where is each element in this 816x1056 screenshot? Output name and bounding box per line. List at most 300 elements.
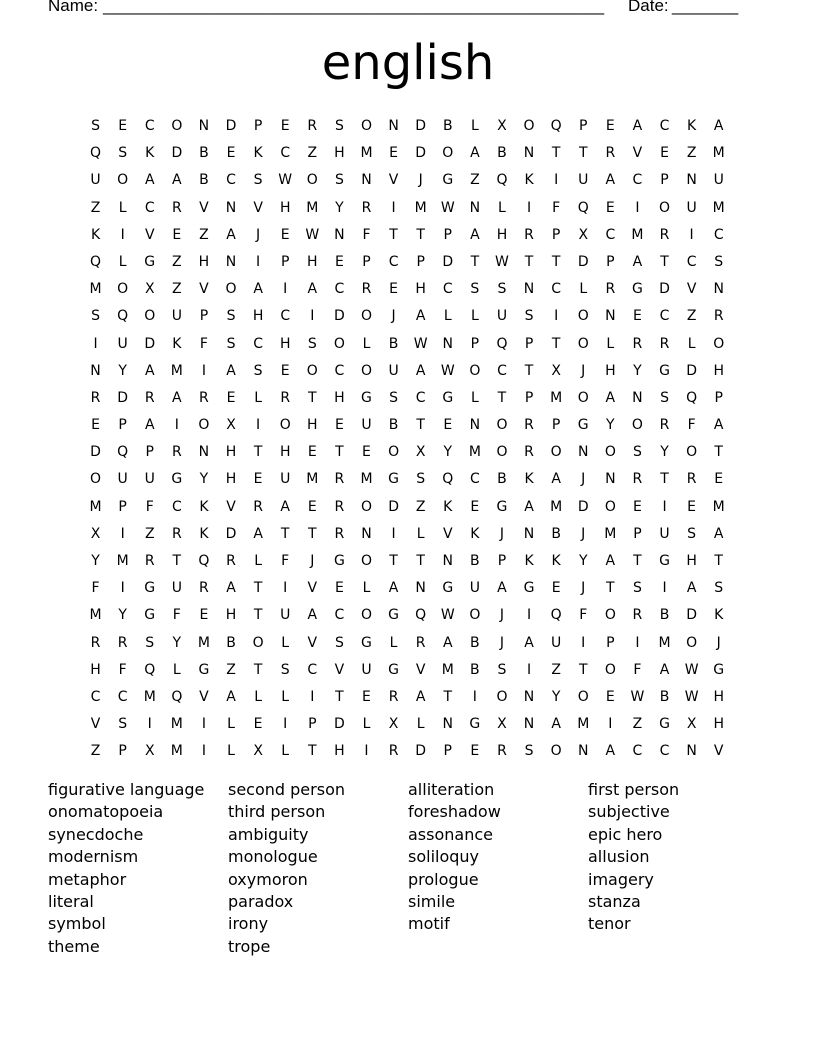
word-bank-item: alliteration: [408, 780, 495, 799]
grid-letter: A: [713, 525, 724, 542]
grid-letter: V: [226, 498, 236, 515]
grid-letter: E: [660, 145, 669, 162]
word-bank-item: first person: [588, 780, 680, 799]
grid-letter: U: [280, 471, 291, 488]
grid-letter: J: [581, 580, 586, 597]
grid-letter: W: [684, 688, 699, 705]
grid-letter: C: [280, 308, 291, 325]
grid-letter: M: [631, 226, 644, 243]
grid-letter: L: [470, 389, 479, 406]
grid-letter: R: [90, 634, 101, 651]
grid-letter: L: [687, 335, 696, 352]
grid-letter: A: [632, 118, 643, 134]
grid-letter: D: [388, 498, 399, 515]
grid-letter: T: [524, 253, 534, 270]
grid-letter: G: [496, 498, 508, 515]
grid-letter: O: [631, 417, 643, 434]
grid-letter: E: [470, 498, 480, 515]
grid-letter: D: [577, 253, 589, 270]
grid-letter: S: [524, 308, 534, 325]
grid-letter: V: [334, 661, 345, 678]
grid-letter: W: [440, 362, 455, 379]
grid-letter: T: [253, 607, 263, 624]
grid-letter: X: [90, 525, 101, 542]
grid-letter: P: [118, 498, 127, 515]
grid-letter: T: [443, 688, 453, 705]
grid-letter: N: [686, 743, 697, 760]
grid-letter: I: [283, 281, 288, 298]
grid-letter: R: [334, 525, 345, 542]
grid-letter: R: [659, 335, 670, 352]
grid-letter: J: [499, 525, 505, 542]
grid-letter: A: [280, 498, 290, 515]
grid-letter: M: [468, 444, 481, 461]
grid-letter: R: [497, 743, 507, 760]
grid-letter: X: [578, 226, 589, 243]
grid-letter: C: [307, 661, 318, 678]
word-bank-item: symbol: [48, 914, 106, 934]
grid-letter: L: [498, 199, 506, 216]
grid-letter: G: [144, 607, 156, 624]
grid-letter: R: [524, 417, 534, 434]
grid-letter: G: [659, 362, 670, 379]
grid-letter: Q: [90, 253, 102, 270]
grid-letter: A: [551, 716, 561, 733]
grid-letter: M: [143, 688, 156, 705]
grid-letter: I: [256, 253, 261, 270]
grid-letter: O: [333, 335, 345, 352]
grid-letter: N: [523, 281, 535, 298]
grid-letter: Z: [90, 743, 101, 760]
grid-letter: O: [604, 498, 616, 515]
grid-letter: I: [120, 226, 125, 243]
grid-letter: U: [171, 308, 182, 325]
grid-letter: L: [254, 688, 263, 705]
grid-letter: C: [442, 281, 453, 298]
grid-letter: S: [226, 335, 236, 352]
grid-letter: E: [91, 417, 100, 434]
grid-letter: X: [388, 716, 399, 733]
grid-letter: H: [225, 471, 237, 488]
grid-letter: I: [256, 417, 261, 434]
header-line: [0, 0, 816, 20]
grid-letter: G: [388, 607, 399, 624]
grid-letter: I: [635, 199, 640, 216]
grid-letter: W: [305, 226, 320, 243]
grid-letter: D: [686, 607, 697, 624]
grid-letter: O: [171, 118, 183, 134]
grid-letter: P: [524, 335, 534, 352]
grid-letter: R: [144, 389, 155, 406]
grid-letter: U: [713, 172, 724, 189]
grid-letter: L: [281, 743, 290, 760]
grid-letter: O: [713, 335, 725, 352]
grid-letter: N: [361, 172, 372, 189]
grid-letter: M: [170, 743, 183, 760]
grid-letter: N: [523, 688, 535, 705]
grid-letter: T: [551, 335, 561, 352]
grid-letter: K: [172, 335, 182, 352]
grid-letter: P: [253, 118, 263, 134]
grid-letter: N: [523, 145, 535, 162]
grid-letter: M: [441, 661, 454, 678]
grid-letter: A: [605, 389, 616, 406]
name-label: Name:: [48, 0, 99, 15]
grid-letter: R: [199, 389, 209, 406]
grid-letter: V: [199, 688, 209, 705]
grid-letter: K: [524, 172, 534, 189]
grid-letter: S: [687, 525, 697, 542]
grid-letter: O: [523, 118, 535, 134]
grid-letter: G: [469, 716, 481, 733]
grid-letter: O: [577, 308, 589, 325]
grid-letter: E: [389, 281, 398, 298]
grid-letter: T: [253, 444, 263, 461]
grid-letter: Q: [496, 335, 508, 352]
grid-letter: O: [577, 389, 589, 406]
grid-letter: S: [632, 580, 642, 597]
grid-letter: O: [442, 145, 454, 162]
grid-letter: H: [307, 417, 318, 434]
grid-letter: E: [362, 688, 371, 705]
grid-letter: O: [117, 281, 129, 298]
grid-letter: N: [632, 389, 643, 406]
word-bank-item: stanza: [588, 892, 641, 912]
word-bank-item: onomatopoeia: [48, 802, 164, 822]
grid-letter: K: [145, 145, 155, 162]
grid-letter: Q: [117, 444, 129, 461]
grid-letter: B: [199, 172, 209, 189]
grid-letter: T: [416, 553, 425, 569]
name-field[interactable]: _____________________________________________________: [103, 0, 605, 15]
grid-letter: R: [117, 634, 128, 651]
grid-letter: X: [253, 743, 263, 760]
grid-letter: W: [413, 335, 428, 352]
grid-letter: P: [308, 716, 317, 733]
grid-letter: H: [605, 362, 616, 379]
grid-letter: R: [226, 553, 236, 569]
grid-letter: I: [472, 688, 477, 705]
grid-letter: I: [554, 308, 559, 325]
grid-letter: J: [581, 362, 586, 379]
grid-letter: O: [604, 661, 616, 678]
grid-letter: U: [117, 471, 128, 488]
grid-letter: A: [253, 525, 263, 542]
grid-letter: N: [388, 118, 399, 134]
grid-letter: H: [252, 308, 264, 325]
grid-letter: M: [550, 498, 563, 515]
grid-letter: H: [198, 253, 210, 270]
grid-letter: G: [388, 661, 399, 678]
word-bank-item: soliloquy: [408, 847, 480, 867]
grid-letter: R: [659, 417, 670, 434]
grid-letter: Z: [686, 308, 697, 325]
grid-letter: J: [256, 226, 261, 243]
grid-letter: B: [659, 607, 670, 624]
word-bank-item: modernism: [48, 847, 139, 867]
grid-letter: E: [551, 580, 561, 597]
grid-letter: M: [170, 716, 183, 733]
grid-letter: D: [415, 118, 427, 134]
grid-letter: B: [388, 335, 399, 352]
grid-letter: C: [144, 199, 155, 216]
grid-letter: H: [90, 661, 101, 678]
grid-letter: Z: [199, 226, 209, 243]
grid-letter: A: [470, 226, 480, 243]
grid-letter: A: [226, 580, 236, 597]
grid-letter: M: [712, 145, 725, 162]
grid-letter: C: [171, 498, 182, 515]
word-bank-item: prologue: [408, 869, 479, 889]
grid-letter: I: [526, 661, 532, 678]
grid-letter: G: [442, 172, 454, 189]
grid-letter: Z: [226, 661, 236, 678]
grid-letter: E: [307, 498, 317, 515]
grid-letter: L: [416, 716, 425, 733]
grid-letter: O: [550, 444, 562, 461]
grid-letter: T: [470, 253, 480, 270]
word-bank-item: figurative language: [48, 780, 205, 799]
grid-letter: P: [497, 553, 507, 569]
grid-letter: P: [551, 417, 561, 434]
word-bank-item: metaphor: [48, 869, 127, 889]
grid-letter: L: [254, 389, 263, 406]
grid-letter: P: [579, 118, 588, 134]
grid-letter: C: [253, 335, 263, 352]
grid-letter: R: [253, 498, 263, 515]
grid-letter: Q: [550, 118, 562, 134]
grid-letter: A: [524, 634, 534, 651]
grid-letter: N: [334, 226, 345, 243]
grid-letter: A: [226, 688, 236, 705]
grid-letter: E: [605, 199, 615, 216]
grid-letter: O: [306, 172, 318, 189]
grid-letter: B: [470, 553, 480, 569]
grid-letter: O: [388, 444, 400, 461]
grid-letter: M: [306, 199, 319, 216]
grid-letter: T: [551, 145, 561, 162]
grid-letter: U: [280, 607, 291, 624]
grid-letter: C: [659, 308, 670, 325]
grid-letter: Z: [470, 172, 480, 189]
grid-letter: Y: [443, 444, 453, 461]
grid-letter: U: [686, 199, 697, 216]
grid-letter: E: [632, 498, 642, 515]
grid-letter: N: [469, 199, 481, 216]
grid-letter: T: [308, 389, 317, 406]
grid-letter: I: [283, 716, 288, 733]
grid-letter: M: [414, 199, 427, 216]
grid-letter: C: [144, 118, 155, 134]
grid-letter: V: [388, 172, 399, 189]
grid-letter: K: [714, 607, 724, 624]
word-bank-column: [408, 779, 588, 958]
grid-letter: A: [605, 743, 616, 760]
word-bank-item: third person: [228, 802, 326, 822]
grid-letter: C: [497, 362, 507, 379]
grid-letter: U: [388, 362, 399, 379]
word-bank: [48, 779, 768, 958]
word-bank-item: literal: [48, 892, 94, 912]
grid-letter: L: [389, 634, 398, 651]
grid-letter: B: [470, 661, 480, 678]
grid-letter: G: [659, 716, 670, 733]
grid-letter: O: [360, 362, 372, 379]
word-bank-column: [228, 779, 408, 958]
grid-letter: I: [147, 716, 152, 733]
grid-letter: I: [391, 525, 396, 542]
grid-letter: K: [253, 145, 263, 162]
grid-letter: E: [334, 580, 344, 597]
grid-letter: Z: [172, 281, 182, 298]
grid-letter: F: [362, 226, 371, 243]
grid-letter: H: [334, 389, 345, 406]
grid-letter: M: [360, 145, 373, 162]
grid-letter: T: [660, 471, 669, 488]
grid-letter: S: [253, 172, 263, 189]
grid-letter: K: [551, 553, 561, 569]
grid-letter: P: [524, 389, 534, 406]
grid-letter: A: [307, 281, 318, 298]
grid-letter: I: [662, 580, 667, 597]
grid-letter: D: [415, 743, 427, 760]
grid-letter: I: [283, 580, 288, 597]
grid-letter: V: [307, 580, 318, 597]
grid-letter: S: [334, 634, 344, 651]
grid-letter: J: [581, 525, 586, 542]
grid-letter: G: [442, 389, 454, 406]
grid-letter: B: [470, 634, 480, 651]
grid-letter: R: [171, 444, 182, 461]
grid-letter: U: [171, 580, 182, 597]
grid-letter: H: [225, 444, 237, 461]
grid-letter: C: [334, 281, 345, 298]
word-bank-item: subjective: [588, 802, 670, 822]
grid-letter: V: [199, 199, 209, 216]
grid-letter: F: [118, 661, 127, 678]
grid-letter: V: [686, 281, 697, 298]
grid-letter: E: [632, 308, 642, 325]
grid-letter: S: [226, 308, 236, 325]
grid-letter: I: [174, 417, 179, 434]
grid-letter: N: [442, 716, 453, 733]
grid-letter: M: [577, 716, 590, 733]
grid-letter: H: [415, 281, 426, 298]
grid-letter: D: [225, 118, 237, 134]
grid-letter: F: [552, 199, 561, 216]
grid-letter: S: [632, 444, 642, 461]
grid-letter: N: [605, 308, 616, 325]
grid-letter: W: [495, 253, 509, 270]
grid-letter: Z: [172, 253, 182, 270]
word-bank-item: second person: [228, 780, 345, 799]
grid-letter: T: [714, 553, 723, 569]
date-field[interactable]: _______: [672, 0, 739, 15]
grid-letter: N: [90, 362, 101, 379]
grid-letter: Z: [686, 145, 697, 162]
grid-letter: I: [554, 172, 559, 189]
grid-letter: T: [308, 743, 317, 760]
grid-letter: E: [172, 226, 182, 243]
grid-letter: D: [144, 335, 156, 352]
grid-letter: E: [470, 743, 480, 760]
grid-letter: P: [199, 308, 209, 325]
grid-letter: R: [388, 743, 399, 760]
grid-letter: A: [172, 172, 182, 189]
grid-letter: O: [686, 634, 698, 651]
grid-letter: C: [659, 118, 670, 134]
grid-letter: O: [577, 688, 589, 705]
grid-letter: U: [361, 417, 372, 434]
word-bank-item: epic hero: [588, 824, 663, 844]
grid-letter: R: [686, 471, 697, 488]
grid-letter: U: [144, 471, 155, 488]
grid-letter: Q: [442, 471, 454, 488]
grid-letter: E: [199, 607, 209, 624]
grid-letter: S: [145, 634, 155, 651]
grid-letter: T: [660, 253, 669, 270]
grid-letter: H: [279, 199, 291, 216]
grid-letter: N: [523, 716, 535, 733]
grid-letter: K: [199, 525, 209, 542]
grid-letter: I: [120, 580, 125, 597]
grid-letter: Z: [90, 199, 101, 216]
grid-letter: T: [253, 661, 263, 678]
grid-letter: C: [469, 471, 480, 488]
grid-letter: Y: [118, 607, 127, 624]
date-label: Date:: [628, 0, 669, 15]
grid-letter: A: [497, 580, 507, 597]
grid-letter: D: [659, 281, 670, 298]
grid-letter: S: [118, 716, 128, 733]
word-bank-item: foreshadow: [408, 802, 501, 822]
grid-letter: D: [686, 362, 697, 379]
grid-letter: N: [225, 253, 237, 270]
word-bank-item: paradox: [228, 892, 294, 912]
grid-letter: I: [662, 498, 667, 515]
grid-letter: Z: [144, 525, 155, 542]
grid-letter: O: [360, 607, 372, 624]
grid-letter: L: [254, 553, 263, 569]
grid-letter: P: [660, 172, 669, 189]
grid-letter: J: [716, 634, 721, 651]
grid-letter: R: [171, 525, 182, 542]
grid-letter: E: [334, 253, 344, 270]
grid-letter: N: [361, 525, 372, 542]
grid-letter: R: [524, 226, 534, 243]
grid-letter: F: [172, 607, 181, 624]
grid-letter: C: [713, 226, 724, 243]
grid-letter: Y: [172, 634, 182, 651]
grid-letter: E: [226, 145, 236, 162]
grid-letter: G: [171, 471, 183, 488]
grid-letter: U: [496, 308, 508, 325]
grid-letter: W: [278, 172, 293, 189]
grid-letter: V: [90, 716, 101, 733]
grid-letter: G: [144, 253, 156, 270]
grid-letter: Z: [632, 716, 643, 733]
grid-letter: G: [198, 661, 210, 678]
grid-letter: U: [361, 661, 372, 678]
word-search-grid: [82, 113, 732, 766]
word-bank-item: theme: [48, 936, 100, 956]
grid-letter: M: [116, 553, 129, 569]
grid-letter: G: [713, 661, 725, 678]
grid-letter: S: [334, 118, 344, 134]
grid-letter: Z: [307, 145, 318, 162]
grid-letter: A: [226, 226, 236, 243]
grid-letter: C: [388, 253, 399, 270]
